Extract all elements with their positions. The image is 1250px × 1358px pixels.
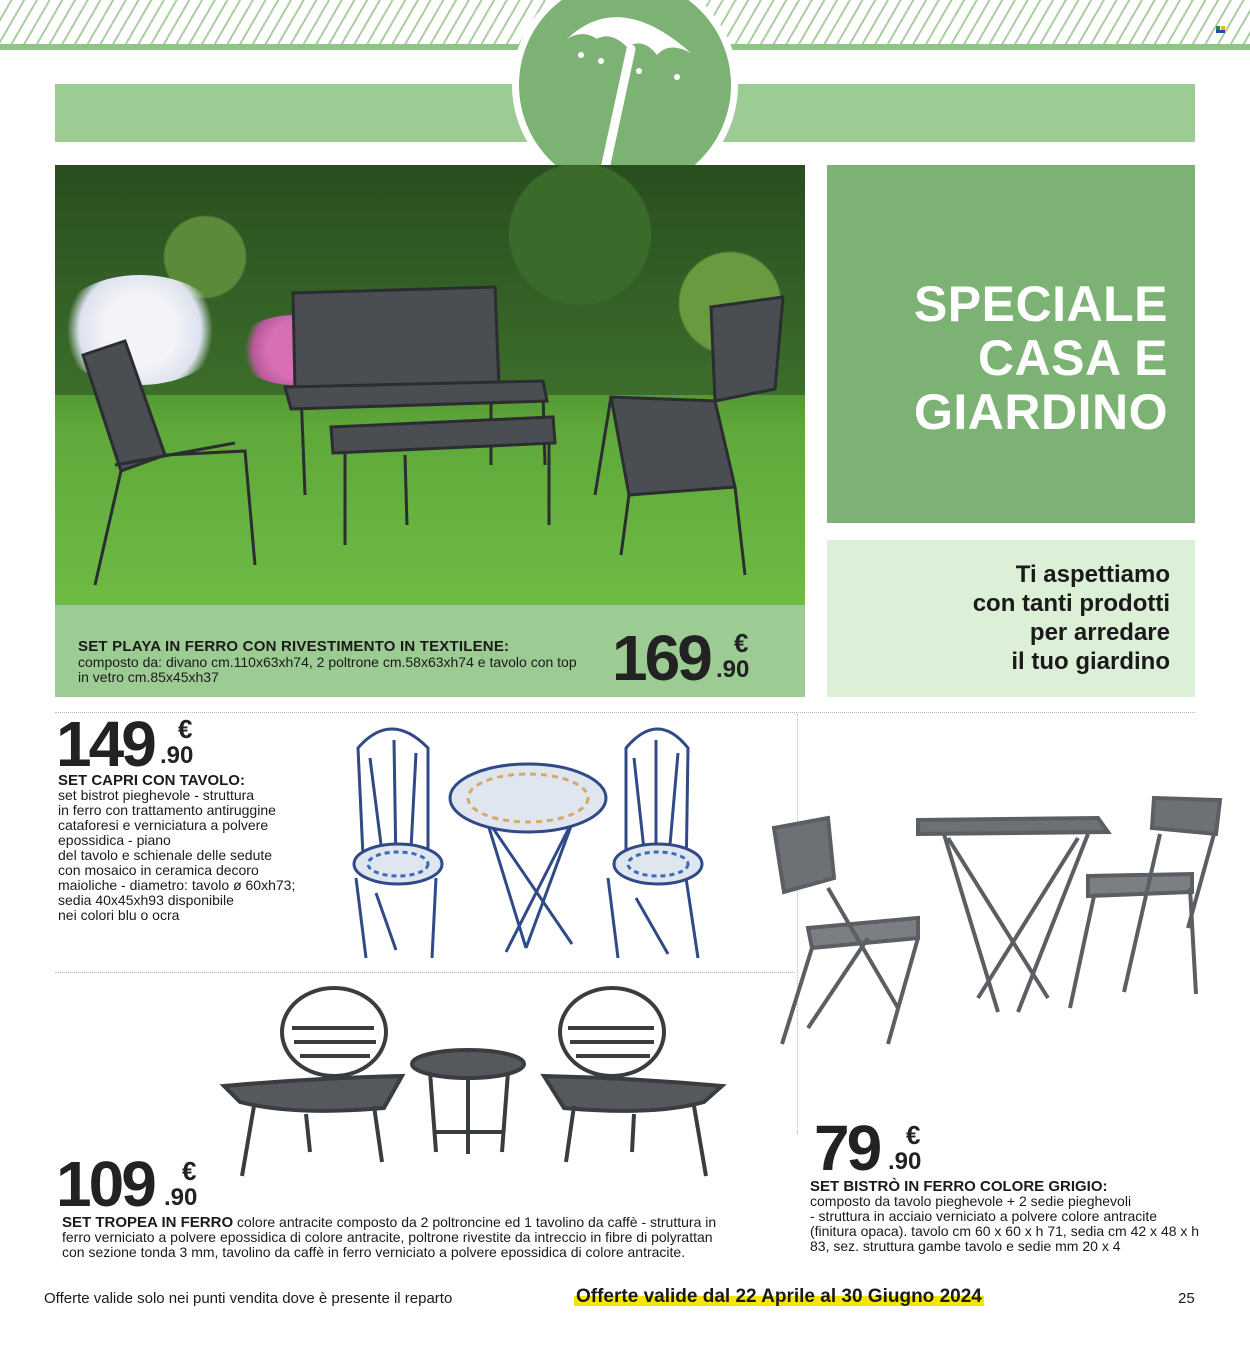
description-line: nei colori blu o ocra	[58, 907, 180, 923]
price-currency: €	[906, 1120, 921, 1150]
bistro-description	[810, 1194, 1230, 1254]
description-line: con sezione tonda 3 mm, tavolino da caffè in ferro verniciato a polvere epossidica di colore antracite.	[62, 1244, 686, 1260]
description-line: del tavolo e schienale delle sedute	[58, 847, 273, 863]
capri-price	[56, 708, 194, 780]
playa-set-illustration	[55, 165, 805, 605]
separator	[55, 712, 1195, 713]
tagline-line: il tuo giardino	[1011, 648, 1170, 675]
description-line: maioliche - diametro: tavolo ø 60xh73;	[58, 877, 296, 893]
price-cents: .90	[160, 742, 194, 769]
tagline-line: Ti aspettiamo	[1015, 561, 1170, 588]
description-line: epossidica - piano	[58, 832, 171, 848]
title-line: SPECIALE	[913, 276, 1168, 332]
tropea-description	[62, 1215, 802, 1260]
bistro-price	[814, 1112, 922, 1184]
description-line	[62, 1215, 802, 1230]
tagline-line: con tanti prodotti	[972, 590, 1170, 617]
page-title	[914, 277, 1168, 439]
description-line: - struttura in acciaio verniciato a polvere colore antracite	[810, 1208, 1158, 1224]
description-line: set bistrot pieghevole - struttura	[58, 787, 255, 803]
price-cents: .90	[888, 1148, 922, 1175]
description-line: in ferro con trattamento antiruggine	[58, 802, 276, 818]
capri-set-illustration	[336, 718, 716, 968]
description-line: cataforesi e verniciatura a polvere	[58, 817, 269, 833]
beach-umbrella-icon	[519, 0, 731, 191]
brand-mark-icon	[1216, 26, 1226, 34]
tagline-line: per arredare	[1029, 619, 1170, 646]
title-line: CASA E	[977, 330, 1168, 386]
bistro-title: SET BISTRÒ IN FERRO COLORE GRIGIO:	[810, 1178, 1108, 1195]
playa-price	[612, 622, 750, 694]
price-currency: €	[734, 628, 749, 658]
garden-photo	[55, 165, 805, 605]
description-line: con mosaico in ceramica decoro	[58, 862, 259, 878]
price-currency: €	[182, 1156, 197, 1186]
description-line: sedia 40x45xh93 disponibile	[58, 892, 234, 908]
footer-note: Offerte valide solo nei punti vendita dove è presente il reparto	[44, 1290, 453, 1307]
price-integer: 149	[56, 708, 154, 780]
tagline	[973, 560, 1170, 676]
description-line: ferro verniciato a polvere epossidica di colore antracite, poltrone rivestite da intreccio in fibre di polyrattan	[62, 1229, 713, 1245]
description-line: 83, sez. struttura gambe tavolo e sedie mm 20 x 4	[810, 1238, 1121, 1254]
title-line: GIARDINO	[914, 384, 1168, 440]
separator	[55, 972, 795, 973]
price-integer: 169	[612, 622, 710, 694]
page-number: 25	[1178, 1290, 1195, 1307]
tropea-title: SET TROPEA IN FERRO	[62, 1214, 234, 1231]
capri-description	[58, 788, 338, 923]
price-currency: €	[178, 714, 193, 744]
validity-banner: Offerte valide dal 22 Aprile al 30 Giugno 2024	[576, 1286, 982, 1307]
tropea-price	[56, 1148, 198, 1220]
playa-title: SET PLAYA IN FERRO CON RIVESTIMENTO IN TEXTILENE:	[78, 638, 510, 655]
tropea-set-illustration	[214, 982, 734, 1182]
price-cents: .90	[716, 656, 750, 683]
tropea-description-first: colore antracite composto da 2 poltroncine ed 1 tavolino da caffè - struttura in	[237, 1214, 717, 1230]
capri-title: SET CAPRI CON TAVOLO:	[58, 772, 245, 789]
description-line: (finitura opaca). tavolo cm 60 x 60 x h 71, sedia cm 42 x 48 x h	[810, 1223, 1200, 1239]
price-cents: .90	[164, 1184, 198, 1211]
price-integer: 109	[56, 1148, 154, 1220]
playa-description: composto da: divano cm.110x63xh74, 2 poltrone cm.58x63xh74 e tavolo con top in vetro cm.85x45xh37	[78, 654, 577, 685]
description-line: composto da tavolo pieghevole + 2 sedie pieghevoli	[810, 1193, 1132, 1209]
bistro-set-illustration	[768, 788, 1230, 1048]
price-integer: 79	[814, 1112, 880, 1184]
